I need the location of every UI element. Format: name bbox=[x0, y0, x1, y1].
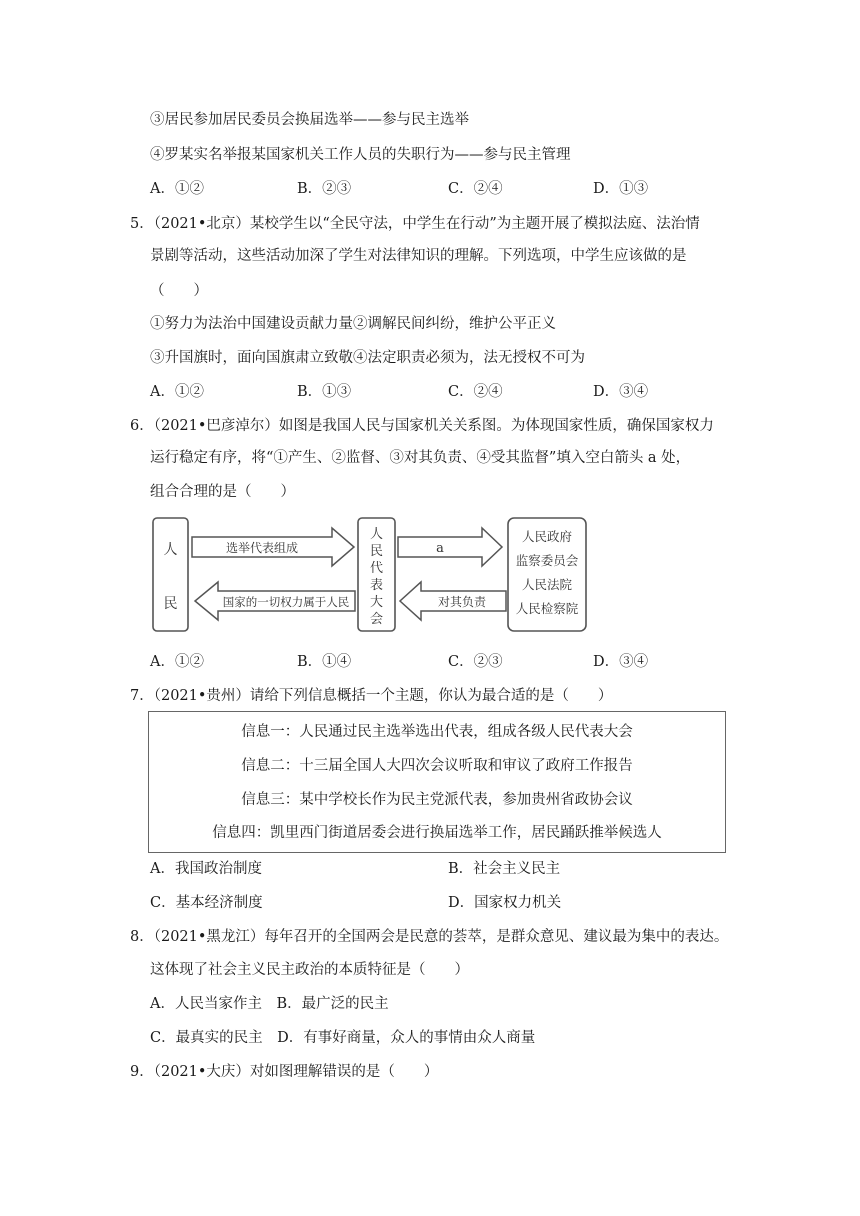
arrow-responsible-label: 对其负责 bbox=[437, 595, 487, 609]
q8-options-row-1[interactable]: A．人民当家作主 B．最广泛的民主 bbox=[150, 996, 389, 1012]
npc-char: 人 bbox=[369, 527, 384, 542]
state-organs-list bbox=[516, 529, 579, 616]
q5-stem-line-1: 5．（2021•北京）某校学生以“全民守法，中学生在行动”为主题开展了模拟法庭、法治情 bbox=[130, 216, 700, 232]
q7-info-4: 信息四：凯里西门街道居委会进行换届选举工作，居民踊跃推举候选人 bbox=[212, 825, 662, 841]
q4-option-c[interactable]: C．②④ bbox=[448, 181, 503, 197]
state-organ-item: 人民检察院 bbox=[515, 601, 579, 616]
npc-char: 民 bbox=[369, 544, 384, 559]
q7-info-box bbox=[148, 711, 726, 853]
q7-stem: 7．（2021•贵州）请给下列信息概括一个主题，你认为最合适的是（ ） bbox=[130, 688, 613, 704]
q4-option-a[interactable]: A．①② bbox=[150, 181, 204, 197]
q4-item-4: ④罗某实名举报某国家机关工作人员的失职行为——参与民主管理 bbox=[150, 147, 571, 163]
arrow-elect-label: 选举代表组成 bbox=[225, 541, 299, 555]
q6-stem-line-3: 组合合理的是（ ） bbox=[150, 484, 295, 500]
q5-option-a[interactable]: A．①② bbox=[150, 384, 204, 400]
arrow-a bbox=[398, 528, 502, 566]
q7-option-b[interactable]: B．社会主义民主 bbox=[448, 861, 561, 877]
q8-options-row-2[interactable]: C．最真实的民主 D．有事好商量，众人的事情由众人商量 bbox=[150, 1030, 536, 1046]
q5-stem-line-3: （ ） bbox=[150, 283, 208, 299]
q6-option-a[interactable]: A．①② bbox=[150, 654, 204, 670]
q7-option-d[interactable]: D．国家权力机关 bbox=[448, 895, 562, 911]
q6-option-c[interactable]: C．②③ bbox=[448, 654, 503, 670]
q9-stem: 9．（2021•大庆）对如图理解错误的是（ ） bbox=[130, 1064, 439, 1080]
state-organ-item: 监察委员会 bbox=[515, 553, 579, 568]
q7-info-3: 信息三：某中学校长作为民主党派代表，参加贵州省政协会议 bbox=[241, 792, 633, 808]
q5-item-1: ①努力为法治中国建设贡献力量②调解民间纠纷，维护公平正义 bbox=[150, 316, 556, 332]
arrow-a-label: a bbox=[436, 541, 444, 556]
q4-option-d[interactable]: D．①③ bbox=[593, 181, 649, 197]
q8-stem-line-2: 这体现了社会主义民主政治的本质特征是（ ） bbox=[150, 962, 469, 978]
q6-stem-line-2: 运行稳定有序，将“①产生、②监督、③对其负责、④受其监督”填入空白箭头 a 处， bbox=[150, 450, 691, 466]
q6-option-b[interactable]: B．①④ bbox=[297, 654, 352, 670]
npc-char: 大 bbox=[369, 595, 384, 610]
q5-option-b[interactable]: B．①③ bbox=[297, 384, 352, 400]
q7-info-1: 信息一：人民通过民主选举选出代表，组成各级人民代表大会 bbox=[241, 724, 633, 740]
q6-option-d[interactable]: D．③④ bbox=[593, 654, 649, 670]
q7-option-c[interactable]: C．基本经济制度 bbox=[150, 895, 263, 911]
q5-option-c[interactable]: C．②④ bbox=[448, 384, 503, 400]
state-organ-item: 人民政府 bbox=[521, 529, 573, 544]
people-box bbox=[153, 518, 188, 631]
people-char-2: 民 bbox=[163, 596, 178, 612]
q4-option-b[interactable]: B．②③ bbox=[297, 181, 352, 197]
npc-char: 会 bbox=[369, 612, 384, 627]
q6-stem-line-1: 6．（2021•巴彦淖尔）如图是我国人民与国家机关关系图。为体现国家性质，确保国家权力 bbox=[130, 418, 714, 434]
people-state-organs-diagram bbox=[150, 512, 590, 636]
npc-label bbox=[370, 527, 383, 627]
people-char-1: 人 bbox=[163, 542, 178, 558]
q4-item-3: ③居民参加居民委员会换届选举——参与民主选举 bbox=[150, 112, 469, 128]
npc-char: 代 bbox=[369, 561, 384, 576]
q5-option-d[interactable]: D．③④ bbox=[593, 384, 649, 400]
npc-char: 表 bbox=[369, 578, 384, 593]
state-organ-item: 人民法院 bbox=[521, 577, 573, 592]
q5-item-2: ③升国旗时，面向国旗肃立致敬④法定职责必须为，法无授权不可为 bbox=[150, 350, 585, 366]
q5-stem-line-2: 景剧等活动，这些活动加深了学生对法律知识的理解。下列选项，中学生应该做的是 bbox=[150, 248, 687, 264]
q8-stem-line-1: 8．（2021•黑龙江）每年召开的全国两会是民意的荟萃，是群众意见、建议最为集中的表达。 bbox=[130, 929, 729, 945]
q7-info-2: 信息二：十三届全国人大四次会议听取和审议了政府工作报告 bbox=[241, 758, 633, 774]
arrow-power-label: 国家的一切权力属于人民 bbox=[222, 595, 350, 609]
q7-option-a[interactable]: A．我国政治制度 bbox=[150, 861, 262, 877]
